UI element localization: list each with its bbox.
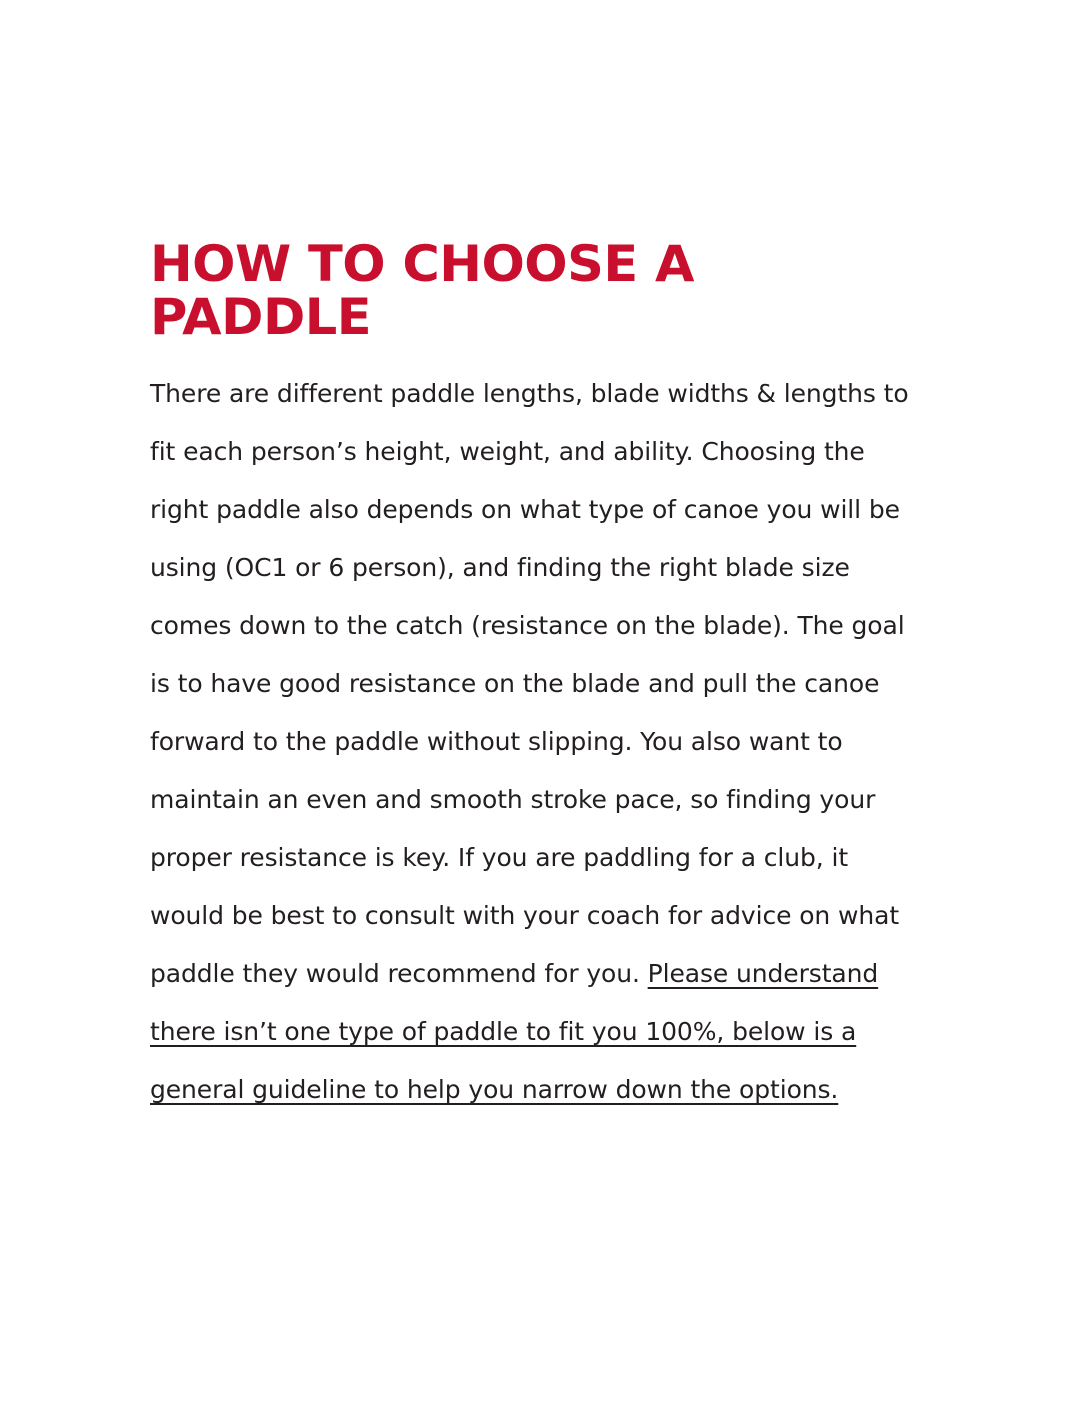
document-content: [150, 235, 915, 1119]
body-paragraph: [150, 365, 915, 1119]
paragraph-plain-text: There are different paddle lengths, blade widths & lengths to fit each person’s height, weight, and ability. Choosing the right paddle also depends on what type of canoe you will be using (OC1 or 6 person), and finding the right blade size comes down to the catch (resistance on the blade). The goal is to have good resistance on the blade and pull the canoe forward to the paddle without slipping. You also want to maintain an even and smooth stroke pace, so finding your proper resistance is key. If you are paddling for a club, it would be best to consult with your coach for advice on what paddle they would recommend for you.: [150, 379, 909, 988]
paragraph-underlined-text: Please understand there isn’t one type of paddle to fit you 100%, below is a general guideline to help you narrow down the options.: [150, 959, 879, 1104]
page-title: HOW TO CHOOSE A PADDLE: [150, 235, 694, 346]
